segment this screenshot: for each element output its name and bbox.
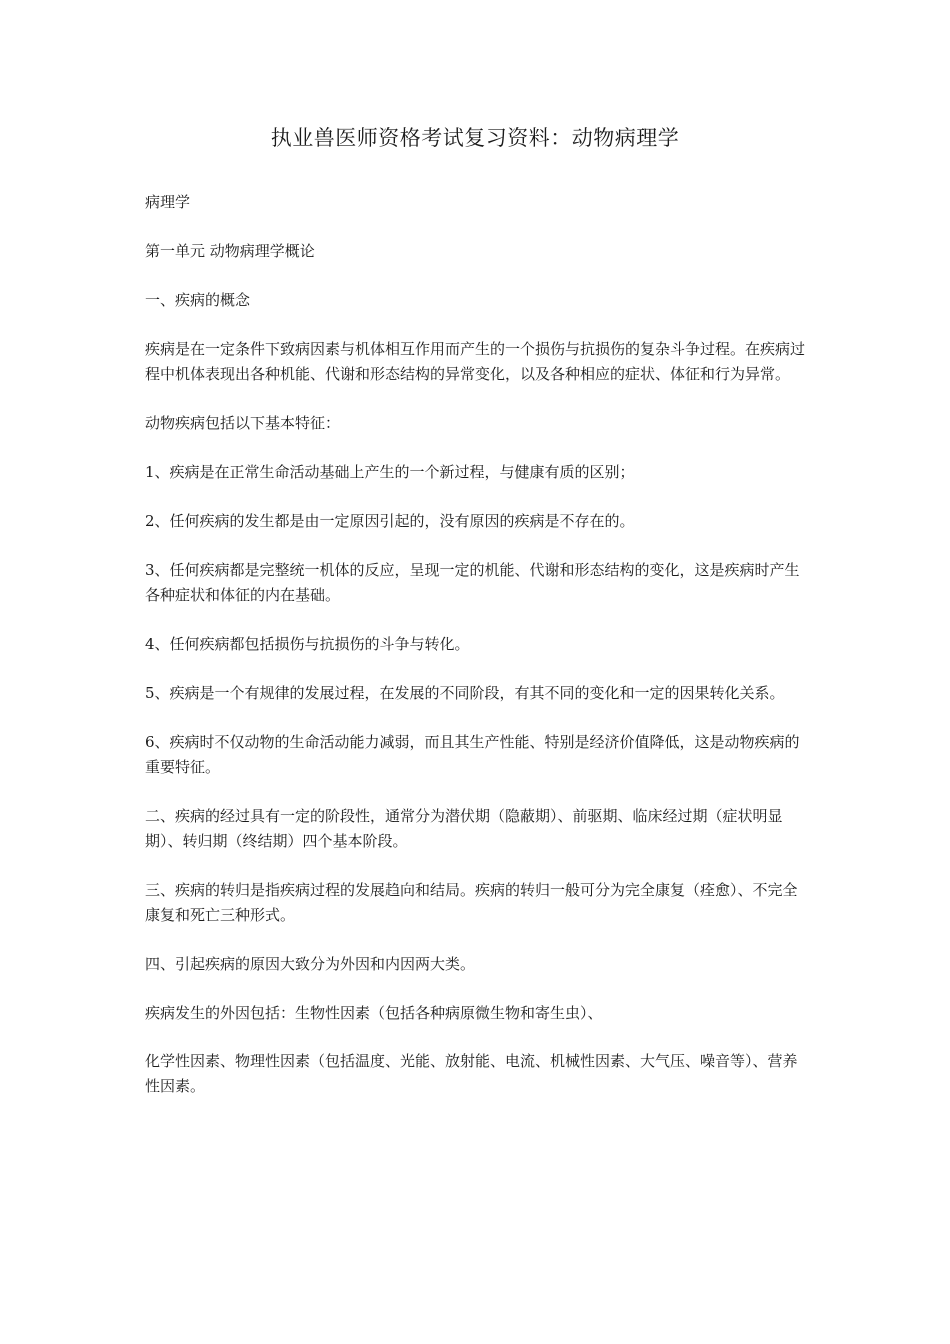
section-heading-pathology: 病理学 bbox=[145, 193, 191, 211]
paragraph-disease-definition: 疾病是在一定条件下致病因素与机体相互作用而产生的一个损伤与抗损伤的复杂斗争过程。在疾病过程中机体表现出各种机能、代谢和形态结构的异常变化，以及各种相应的症状、体征和行为异常。 bbox=[145, 340, 806, 383]
subheading-disease-concept: 一、疾病的概念 bbox=[145, 291, 251, 309]
unit-heading: 第一单元 动物病理学概论 bbox=[145, 242, 315, 260]
list-item-feature-1: 1、疾病是在正常生命活动基础上产生的一个新过程，与健康有质的区别； bbox=[145, 463, 635, 481]
list-item-feature-2: 2、任何疾病的发生都是由一定原因引起的，没有原因的疾病是不存在的。 bbox=[145, 512, 635, 530]
list-item-feature-3: 3、任何疾病都是完整统一机体的反应，呈现一定的机能、代谢和形态结构的变化，这是疾病时产生各种症状和体征的内在基础。 bbox=[145, 561, 800, 604]
list-item-feature-5: 5、疾病是一个有规律的发展过程，在发展的不同阶段，有其不同的变化和一定的因果转化关系。 bbox=[145, 684, 785, 702]
paragraph-external-causes-continued: 化学性因素、物理性因素（包括温度、光能、放射能、电流、机械性因素、大气压、噪音等）、营养性因素。 bbox=[145, 1052, 798, 1095]
list-item-feature-6: 6、疾病时不仅动物的生命活动能力减弱，而且其生产性能、特别是经济价值降低，这是动物疾病的重要特征。 bbox=[145, 733, 800, 776]
paragraph-disease-outcome: 三、疾病的转归是指疾病过程的发展趋向和结局。疾病的转归一般可分为完全康复（痊愈）、不完全康复和死亡三种形式。 bbox=[145, 881, 798, 924]
document-title: 执业兽医师资格考试复习资料：动物病理学 bbox=[270, 126, 680, 150]
document-body bbox=[145, 190, 810, 1123]
list-item-feature-4: 4、任何疾病都包括损伤与抗损伤的斗争与转化。 bbox=[145, 635, 470, 653]
paragraph-disease-stages: 二、疾病的经过具有一定的阶段性，通常分为潜伏期（隐蔽期）、前驱期、临床经过期（症状明显期）、转归期（终结期）四个基本阶段。 bbox=[145, 807, 783, 850]
paragraph-features-intro: 动物疾病包括以下基本特征： bbox=[145, 414, 341, 432]
paragraph-disease-causes: 四、引起疾病的原因大致分为外因和内因两大类。 bbox=[145, 955, 476, 973]
paragraph-external-causes: 疾病发生的外因包括：生物性因素（包括各种病原微生物和寄生虫）、 bbox=[145, 1004, 603, 1022]
